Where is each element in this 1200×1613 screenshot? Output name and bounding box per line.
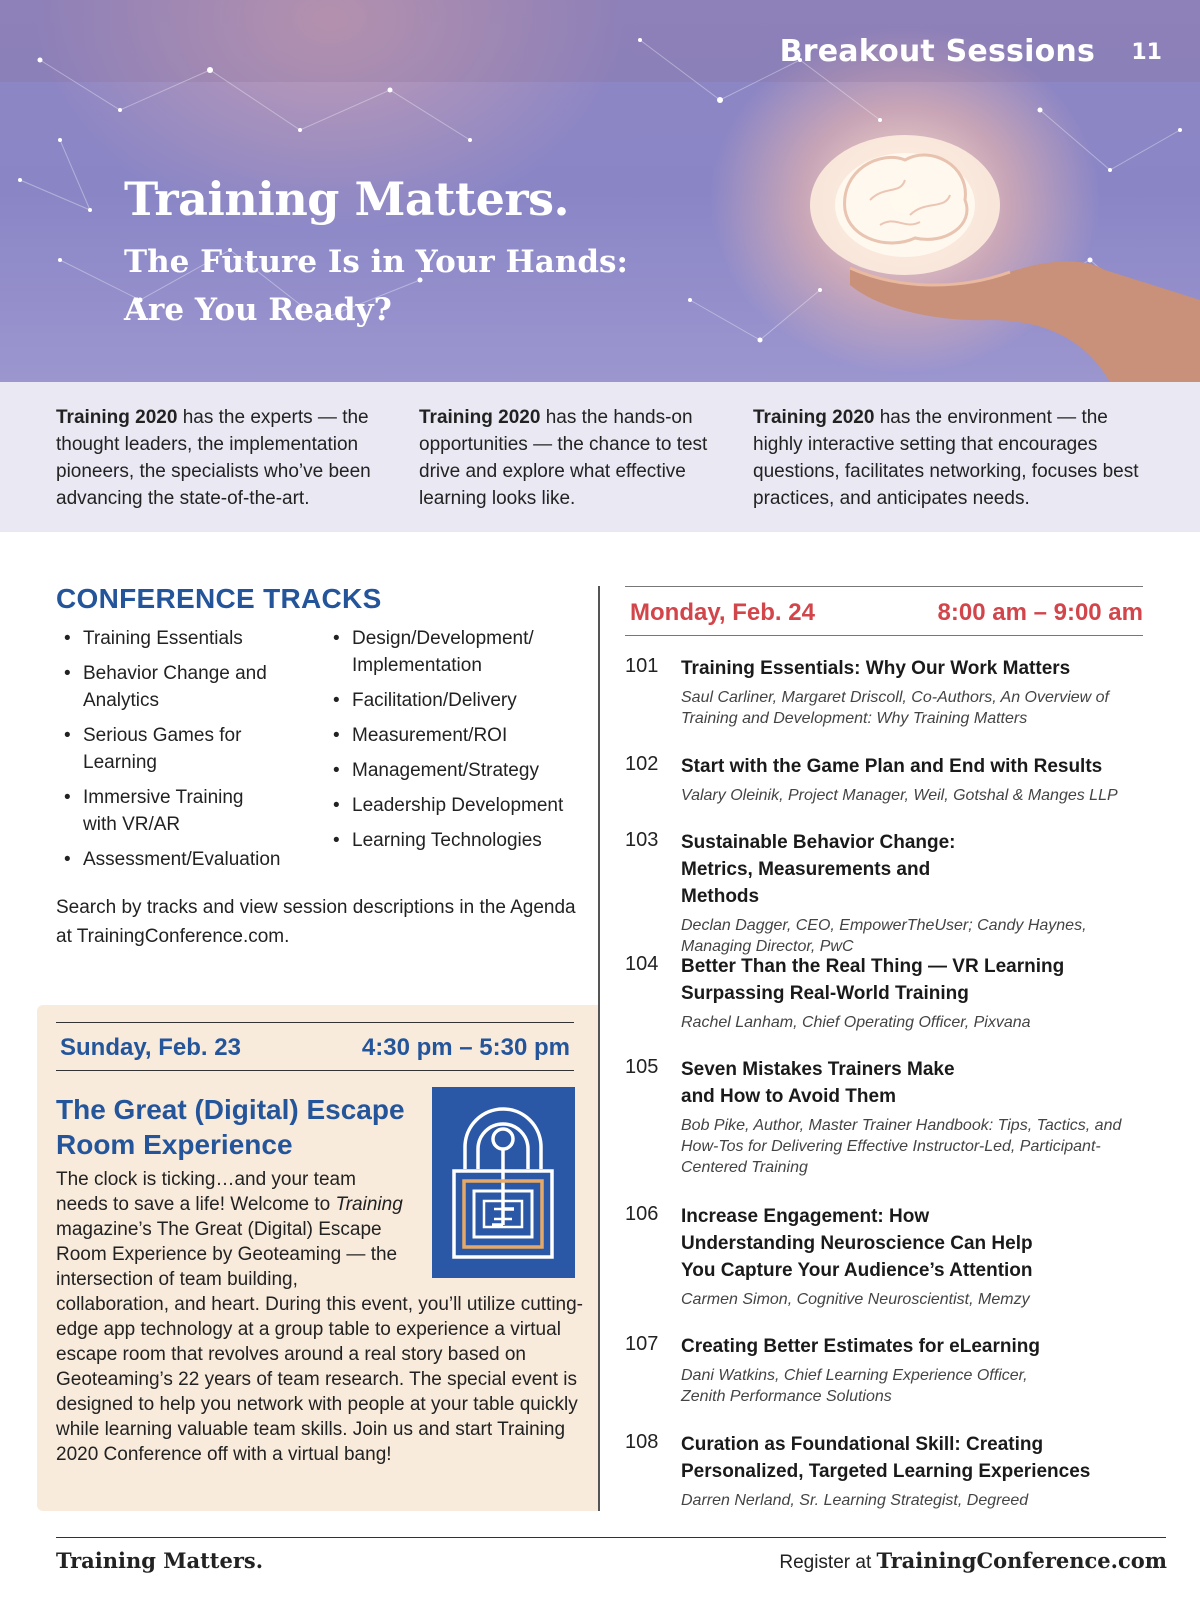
column-divider bbox=[598, 586, 600, 1511]
session-number: 105 bbox=[625, 1056, 659, 1078]
session-title: Increase Engagement: How Understanding Neuroscience Can Help You Capture Your Audience’s Attention bbox=[681, 1206, 1033, 1281]
session-number: 103 bbox=[625, 829, 659, 851]
date-rule-top bbox=[56, 1022, 574, 1023]
session-103 bbox=[625, 829, 1155, 957]
track-item: • Leadership Development bbox=[329, 792, 584, 819]
session-number: 102 bbox=[625, 753, 659, 775]
date-rule-bottom bbox=[56, 1070, 574, 1071]
tracks-note: Search by tracks and view session descriptions in the Agenda at TrainingConference.com. bbox=[56, 897, 576, 947]
monday-rule-top bbox=[625, 586, 1143, 587]
track-item: • Immersive Training with VR/AR bbox=[60, 784, 280, 838]
register-label: Register at bbox=[779, 1552, 877, 1573]
intro-brand: Training 2020 bbox=[56, 407, 178, 428]
track-list-left bbox=[60, 625, 280, 881]
hand-icon bbox=[850, 261, 1200, 382]
glowing-brain-icon bbox=[810, 135, 1000, 275]
event-description bbox=[56, 1167, 586, 1467]
session-title: Creating Better Estimates for eLearning bbox=[681, 1336, 1040, 1357]
track-item: • Design/Development/ Implementation bbox=[329, 625, 584, 679]
intro-hands-on bbox=[419, 404, 719, 512]
intro-strip bbox=[0, 382, 1200, 532]
track-item: • Assessment/Evaluation bbox=[60, 846, 280, 873]
session-title: Start with the Game Plan and End with Results bbox=[681, 756, 1103, 777]
track-list-right bbox=[329, 625, 584, 862]
session-106 bbox=[625, 1203, 1155, 1310]
session-day: Monday, Feb. 24 bbox=[630, 599, 815, 626]
event-text-intro: The clock is ticking…and your team needs to save a life! Welcome to bbox=[56, 1169, 356, 1215]
track-item: • Management/Strategy bbox=[329, 757, 584, 784]
event-time: 4:30 pm – 5:30 pm bbox=[361, 1034, 570, 1061]
session-102 bbox=[625, 753, 1155, 806]
intro-brand: Training 2020 bbox=[419, 407, 541, 428]
session-speakers: Bob Pike, Author, Master Trainer Handbook: Tips, Tactics, and How-Tos for Delivering Effective Instructor-Led, Participant-Centered Training bbox=[681, 1117, 1122, 1176]
monday-rule-bottom bbox=[625, 635, 1143, 636]
tracks-heading: CONFERENCE TRACKS bbox=[56, 583, 382, 614]
session-number: 107 bbox=[625, 1333, 659, 1355]
event-text-body: magazine’s The Great (Digital) Escape Room Experience by Geoteaming — the intersection of team building, collaboration, and heart. During this event, you’ll utilize cutting-edge app technology at a group table to experience a virtual escape room that revolves around a real story based on Geoteaming’s 22 years of team research. The special event is designed to help you network with people at your table quickly while learning valuable team skills. Join us and start Training 2020 Conference off with a virtual bang! bbox=[56, 1219, 584, 1465]
footer-tagline: Training Matters. bbox=[56, 1548, 264, 1573]
session-number: 106 bbox=[625, 1203, 659, 1225]
track-item: • Learning Technologies bbox=[329, 827, 584, 854]
intro-text: has the environment — the highly interactive setting that encourages questions, facilitates networking, focuses best practices, and anticipates needs. bbox=[753, 407, 1139, 509]
intro-text: has the experts — the thought leaders, the implementation pioneers, the specialists who’ve been advancing the state-of-the-art. bbox=[56, 407, 371, 509]
session-time: 8:00 am – 9:00 am bbox=[937, 599, 1143, 626]
session-number: 108 bbox=[625, 1431, 659, 1453]
session-speakers: Darren Nerland, Sr. Learning Strategist, Degreed bbox=[681, 1492, 1029, 1509]
track-item: • Behavior Change and Analytics bbox=[60, 660, 280, 714]
icon-wrap-space bbox=[404, 1167, 586, 1285]
session-speakers: Saul Carliner, Margaret Driscoll, Co-Authors, An Overview of Training and Development: Why Training Matters bbox=[681, 689, 1109, 727]
hero-banner bbox=[0, 0, 1200, 382]
hero-title: Training Matters. bbox=[124, 172, 570, 226]
session-105 bbox=[625, 1056, 1155, 1178]
track-item: • Training Essentials bbox=[60, 625, 280, 652]
session-speakers: Carmen Simon, Cognitive Neuroscientist, Memzy bbox=[681, 1291, 1030, 1308]
hero-subtitle: The Future Is in Your Hands: Are You Ready? bbox=[124, 244, 628, 328]
session-speakers: Declan Dagger, CEO, EmpowerTheUser; Candy Haynes, Managing Director, PwC bbox=[681, 917, 1087, 955]
register-link[interactable]: TrainingConference.com bbox=[876, 1548, 1167, 1573]
session-107 bbox=[625, 1333, 1155, 1407]
session-title: Better Than the Real Thing — VR Learning Surpassing Real-World Training bbox=[681, 956, 1065, 1004]
intro-environment bbox=[753, 404, 1148, 512]
track-item: • Serious Games for Learning bbox=[60, 722, 280, 776]
event-day: Sunday, Feb. 23 bbox=[60, 1034, 241, 1061]
session-title: Sustainable Behavior Change: Metrics, Measurements and Methods bbox=[681, 832, 956, 907]
intro-text: has the hands-on opportunities — the chance to test drive and explore what effective learning looks like. bbox=[419, 407, 708, 509]
page-number: 11 bbox=[1131, 40, 1162, 65]
session-title: Training Essentials: Why Our Work Matters bbox=[681, 658, 1071, 679]
event-text-emphasis: Training bbox=[335, 1194, 403, 1215]
session-speakers: Valary Oleinik, Project Manager, Weil, Gotshal & Manges LLP bbox=[681, 787, 1118, 804]
session-speakers: Dani Watkins, Chief Learning Experience Officer, Zenith Performance Solutions bbox=[681, 1367, 1028, 1405]
session-speakers: Rachel Lanham, Chief Operating Officer, Pixvana bbox=[681, 1014, 1031, 1031]
section-label: Breakout Sessions bbox=[779, 34, 1095, 69]
session-number: 104 bbox=[625, 953, 659, 975]
intro-experts bbox=[56, 404, 381, 512]
session-title: Curation as Foundational Skill: Creating Personalized, Targeted Learning Experiences bbox=[681, 1434, 1091, 1482]
footer-rule bbox=[56, 1537, 1166, 1538]
session-108 bbox=[625, 1431, 1155, 1511]
track-item: • Measurement/ROI bbox=[329, 722, 584, 749]
session-101 bbox=[625, 655, 1155, 729]
session-number: 101 bbox=[625, 655, 659, 677]
track-item: • Facilitation/Delivery bbox=[329, 687, 584, 714]
session-title: Seven Mistakes Trainers Make and How to Avoid Them bbox=[681, 1059, 955, 1107]
footer-register bbox=[779, 1548, 1167, 1574]
intro-brand: Training 2020 bbox=[753, 407, 875, 428]
event-title: The Great (Digital) Escape Room Experience bbox=[56, 1094, 405, 1160]
session-104 bbox=[625, 953, 1155, 1033]
